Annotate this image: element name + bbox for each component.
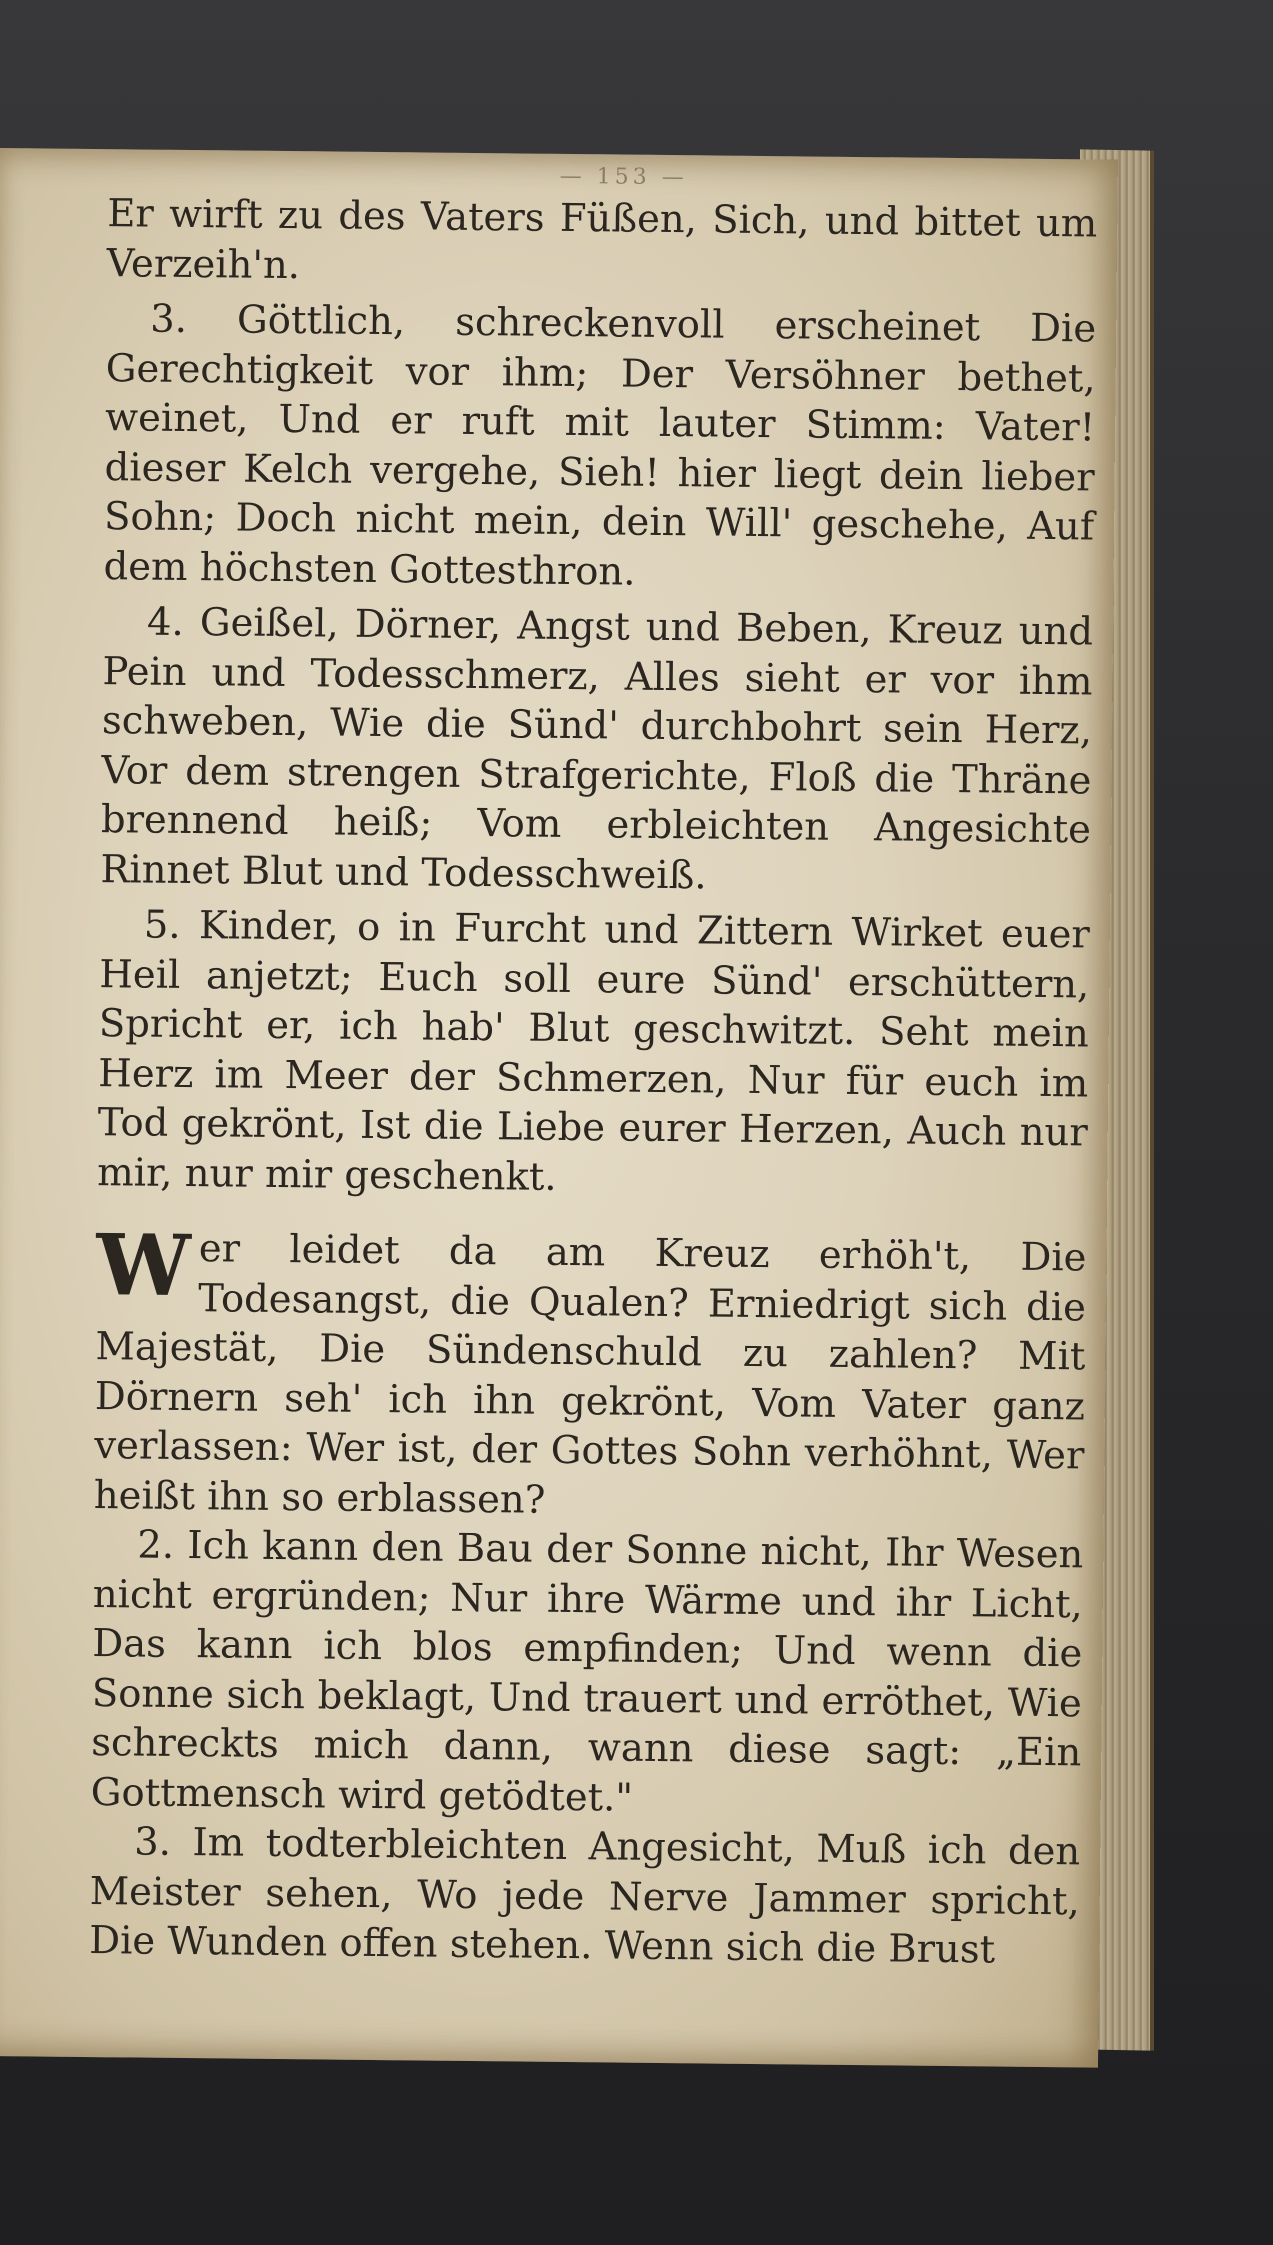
drop-cap-initial: W [95, 1215, 192, 1316]
hymn-2-verse-2: 2. Ich kann den Bau der Sonne nicht, Ihr Wesen nicht ergründen; Nur ihre Wärme und ihr Licht, Das kann ich blos empfinden; Und wenn die Sonne sich beklagt, Und trauert und erröthet, Wie schreckts mich dann, wann diese sagt: „Ein Gottmensch wird getödtet." [90, 1522, 1084, 1821]
verse-3: 3. Göttlich, schreckenvoll erscheinet Die Gerechtigkeit vor ihm; Der Versöhner bethet, weinet, Und er ruft mit lauter Stimm: Vater! dieser Kelch vergehe, Sieh! hier liegt dein lieber Sohn; Doch nicht mein, dein Will' geschehe, Auf dem höchsten Gottesthron. [103, 296, 1097, 595]
hymn-2-verse-1-text: er leidet da am Kreuz erhöh't, Die Todesangst, die Qualen? Erniedrigt sich die Majestät, Die Sündenschuld zu zahlen? Mit Dörnern seh' ich ihn gekrönt, Vom Vater ganz verlassen: Wer ist, der Gottes Sohn verhöhnt, Wer heißt ihn so erblassen? [93, 1226, 1087, 1523]
verse-5: 5. Kinder, o in Furcht und Zittern Wirket euer Heil anjetzt; Euch soll eure Sünd' erschüttern, Spricht er, ich hab' Blut geschwitzt. Seht mein Herz im Meer der Schmerzen, Nur für euch im Tod gekrönt, Ist die Liebe eurer Herzen, Auch nur mir, nur mir geschenkt. [97, 902, 1091, 1200]
hymn-2-verse-3: 3. Im todterbleichten Angesicht, Muß ich den Meister sehen, Wo jede Nerve Jammer spricht, Die Wunden offen stehen. Wenn sich die Brust [88, 1819, 1081, 1973]
intro-lines: Er wirft zu des Vaters Füßen, Sich, und bittet um Verzeih'n. [106, 191, 1098, 288]
page-text [89, 189, 1098, 1976]
book-page [0, 148, 1118, 2068]
page-header: — 153 — [559, 163, 688, 191]
verse-4: 4. Geißel, Dörner, Angst und Beben, Kreuz und Pein und Todesschmerz, Alles sieht er vor ihm schweben, Wie die Sünd' durchbohrt sein Herz, Vor dem strengen Strafgerichte, Floß die Thräne brennend heiß; Vom erbleichten Angesichte Rinnet Blut und Todesschweiß. [100, 599, 1094, 898]
hymn-2-verse-1 [93, 1215, 1087, 1530]
